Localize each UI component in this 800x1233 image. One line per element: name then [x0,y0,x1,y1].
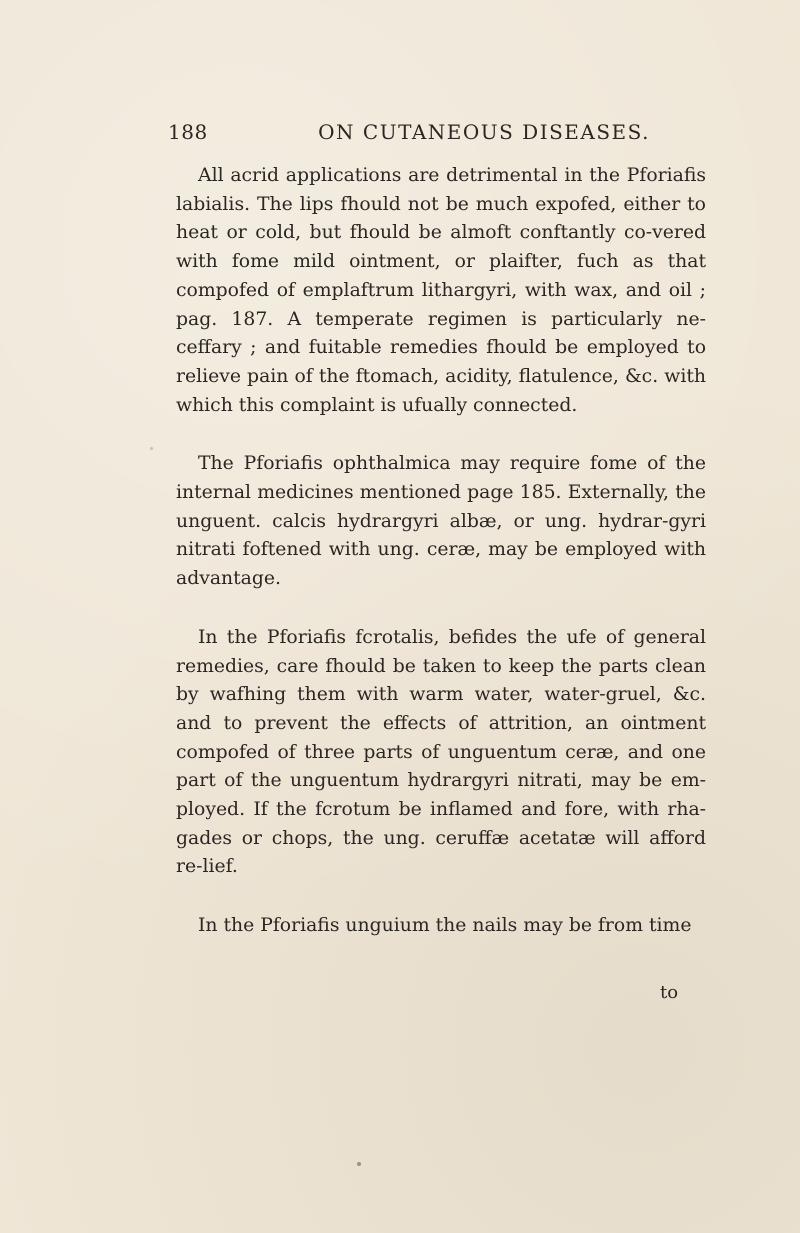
page-header [168,120,708,150]
paper-speck [357,1162,361,1166]
paragraph-psoriasis-unguium: In the Pforiafis unguium the nails may be from time [198,915,692,937]
paragraph-psoriasis-ophthalmica: The Pforiafis ophthalmica may require fome of the internal medicines mentioned page 185. Externally, the unguent. calcis hydrargyri albæ, or ung. hydrar-gyri nitrati foftened with ung. ceræ, may be employed with advantage. [176,453,706,590]
paragraph-psoriasis-labialis: All acrid applications are detrimental in the Pforiafis labialis. The lips fhould not be much expofed, either to heat or cold, but fhould be almoft conftantly co-vered with fome mild ointment, or plaifter, fuch as that compofed of emplaftrum lithargyri, with wax, and oil ; pag. 187. A temperate regimen is particularly ne-ceffary ; and fuitable remedies fhould be employed to relieve pain of the ftomach, acidity, flatulence, &c. with which this complaint is ufually connected. [176,165,706,416]
paper-speck [150,447,153,450]
paragraph-psoriasis-scrotalis: In the Pforiafis fcrotalis, befides the ufe of general remedies, care fhould be taken to keep the parts clean by wafhing them with warm water, water-gruel, &c. and to prevent the effects of attrition, an ointment compofed of three parts of unguentum ceræ, and one part of the unguentum hydrargyri nitrati, may be em-ployed. If the fcrotum be inflamed and fore, with rha-gades or chops, the ung. ceruffæ acetatæ will afford re-lief. [176,626,706,878]
body-text [176,162,706,971]
running-title: ON CUTANEOUS DISEASES. [318,120,650,144]
page-number: 188 [168,120,208,144]
catchword: to [660,982,679,1003]
